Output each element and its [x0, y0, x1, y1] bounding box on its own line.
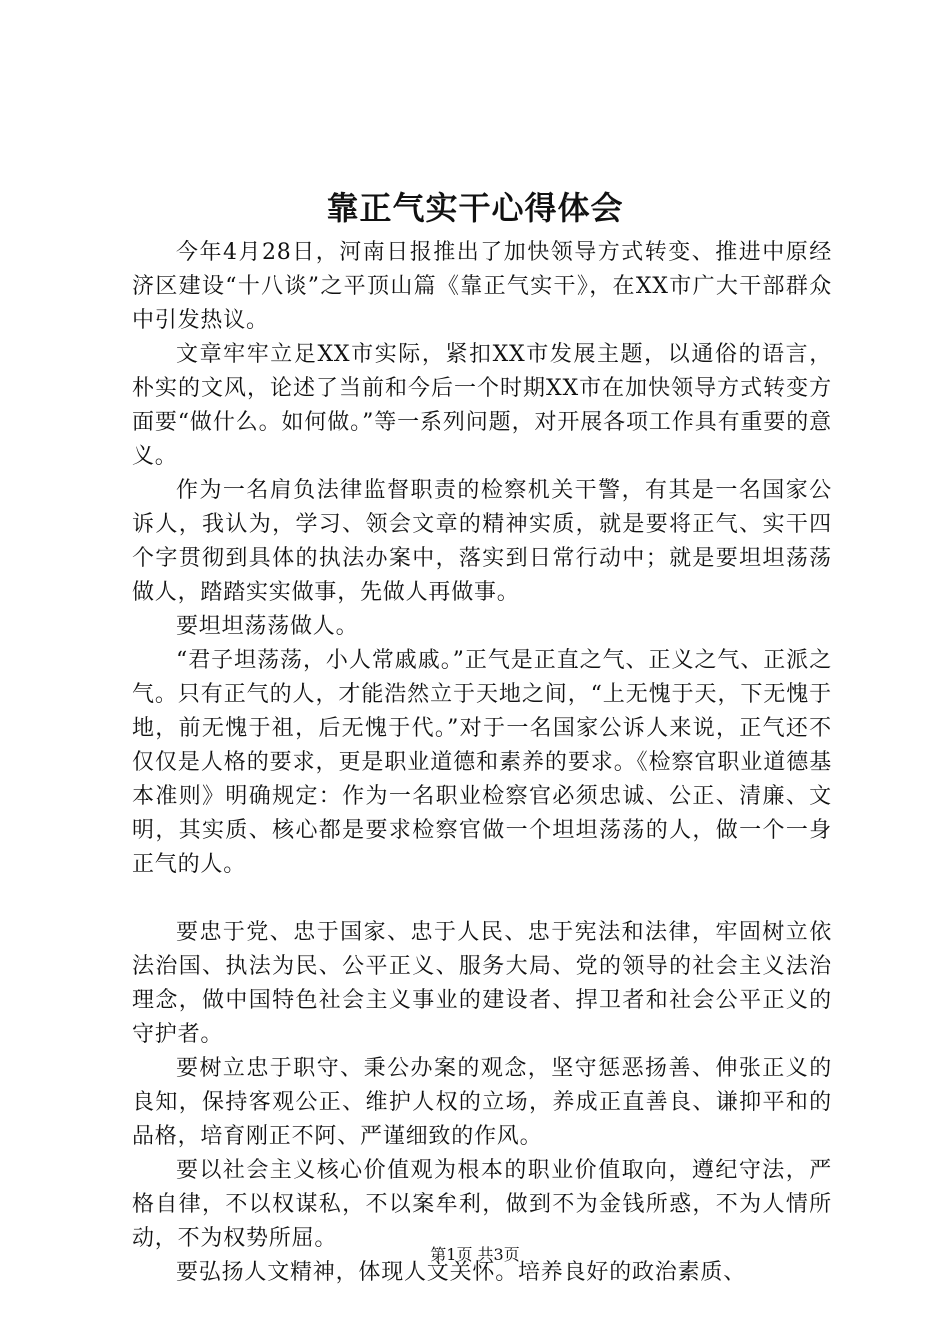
paragraph: 文章牢牢立足XX市实际，紧扣XX市发展主题，以通俗的语言，朴实的文风，论述了当前和今后一个时期XX市在加快领导方式转变方面要“做什么。如何做。”等一系列问题，对开展各项工作具有重要的意义。 — [132, 342, 832, 469]
paragraph: 要以社会主义核心价值观为根本的职业价值取向，遵纪守法，严格自律，不以权谋私，不以案牟利，做到不为金钱所惑，不为人情所动，不为权势所屈。 — [132, 1158, 832, 1251]
paragraph: 要树立忠于职守、秉公办案的观念，坚守惩恶扬善、伸张正义的良知，保持客观公正、维护人权的立场，养成正直善良、谦抑平和的品格，培育刚正不阿、严谨细致的作风。 — [132, 1056, 832, 1149]
paragraph: 要忠于党、忠于国家、忠于人民、忠于宪法和法律，牢固树立依法治国、执法为民、公平正义、服务大局、党的领导的社会主义法治理念，做中国特色社会主义事业的建设者、捍卫者和社会公平正义的守护者。 — [132, 920, 832, 1047]
page-footer: 第1页 共3页 — [430, 1245, 520, 1264]
paragraph: 要弘扬人文精神，体现人文关怀。培养良好的政治素质、 — [176, 1260, 747, 1285]
paragraph: 今年4月28日，河南日报推出了加快领导方式转变、推进中原经济区建设“十八谈”之平顶山篇《靠正气实干》，在XX市广大干部群众中引发热议。 — [132, 240, 832, 333]
paragraph: “君子坦荡荡，小人常戚戚。”正气是正直之气、正义之气、正派之气。只有正气的人，才能浩然立于天地之间，“上无愧于天，下无愧于地，前无愧于祖，后无愧于代。”对于一名国家公诉人来说，正气还不仅仅是人格的要求，更是职业道德和素养的要求。《检察官职业道德基本准则》明确规定：作为一名职业检察官必须忠诚、公正、清廉、文明，其实质、核心都是要求检察官做一个坦坦荡荡的人，做一个一身正气的人。 — [132, 648, 832, 877]
document-body — [132, 236, 832, 1290]
paragraph: 要坦坦荡荡做人。 — [176, 614, 359, 639]
document-title: 靠正气实干心得体会 — [326, 189, 624, 227]
paragraph: 作为一名肩负法律监督职责的检察机关干警，有其是一名国家公诉人，我认为，学习、领会文章的精神实质，就是要将正气、实干四个字贯彻到具体的执法办案中，落实到日常行动中；就是要坦坦荡荡做人，踏踏实实做事，先做人再做事。 — [132, 478, 832, 605]
